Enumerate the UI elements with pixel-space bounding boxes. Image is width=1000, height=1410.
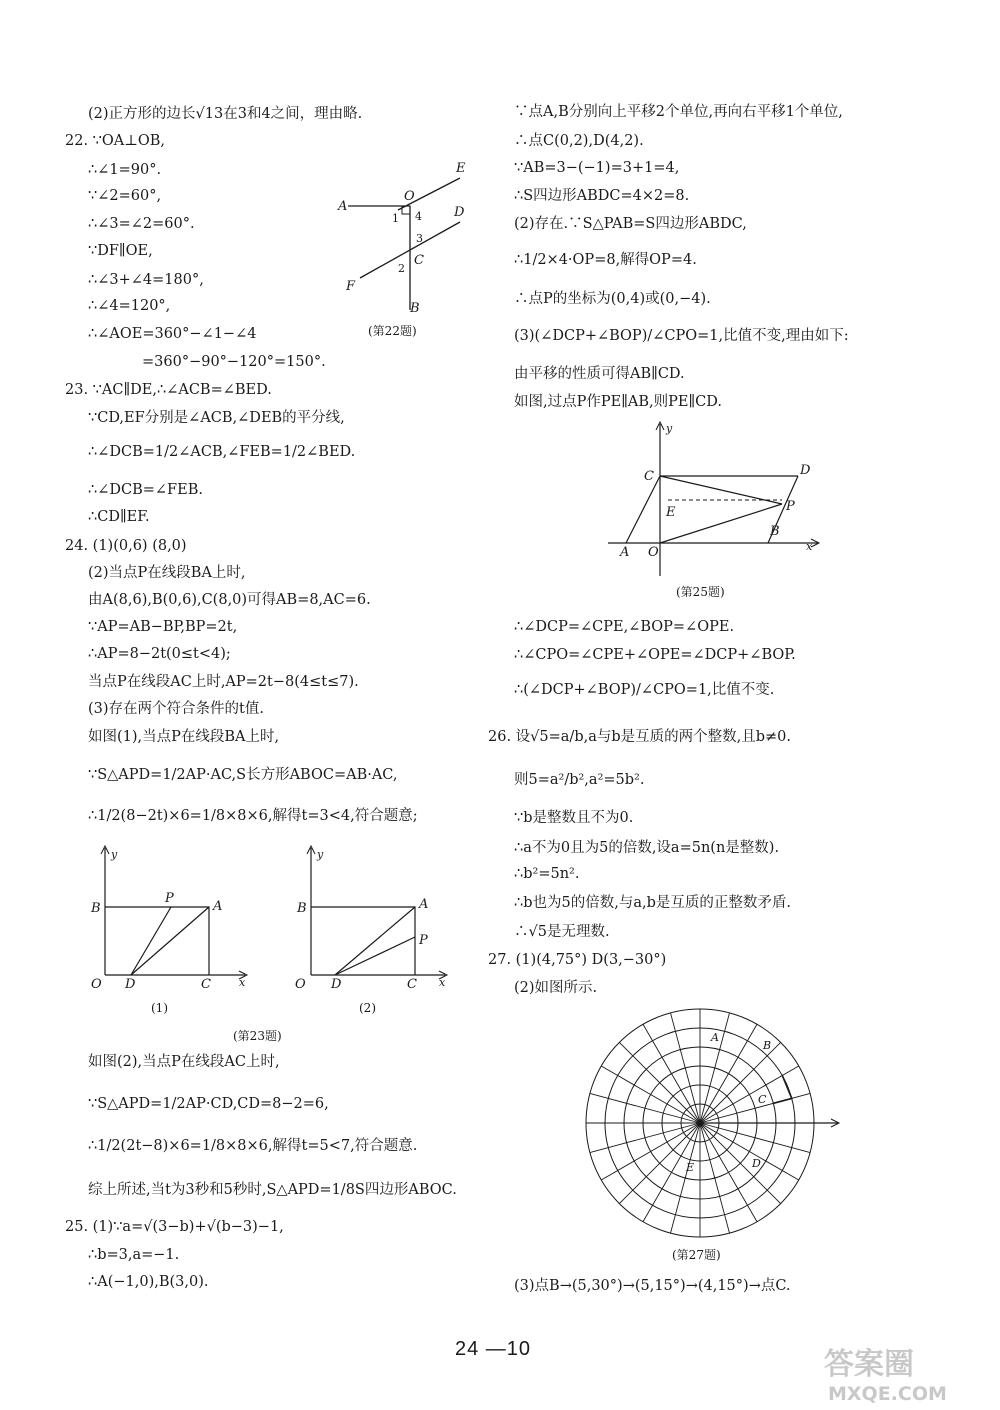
text-line: ∵AP=AB−BP,BP=2t, <box>88 619 238 635</box>
label-A: A <box>620 545 630 560</box>
text-line: ∴b=3,a=−1. <box>88 1247 180 1263</box>
text-line: 则5=a²/b²,a²=5b². <box>514 772 645 788</box>
text-line: 23. ∵AC∥DE,∴∠ACB=∠BED. <box>65 382 272 398</box>
label-O: O <box>404 189 415 204</box>
svg-text:MXQE.COM: MXQE.COM <box>828 1383 947 1404</box>
text-line: (3)存在两个符合条件的t值. <box>88 701 264 717</box>
label-x: x <box>239 976 246 989</box>
label-A: A <box>213 899 223 914</box>
polar-spoke <box>700 1042 781 1123</box>
text-line: ∴∠DCB=1/2∠ACB,∠FEB=1/2∠BED. <box>88 444 356 460</box>
text-line: ∵DF∥OE, <box>88 243 153 259</box>
text-line: ∴∠3=∠2=60°. <box>88 216 195 232</box>
label-O: O <box>91 977 102 992</box>
text-line: ∵AB=3−(−1)=3+1=4, <box>514 160 680 176</box>
figure-23 <box>85 840 455 1055</box>
label-D: D <box>752 1157 761 1170</box>
polar-spoke <box>700 1066 799 1123</box>
figure-caption: (第25题) <box>676 585 725 599</box>
polar-spoke <box>643 1024 700 1123</box>
watermark-logo <box>820 1340 990 1404</box>
text-line: 25. (1)∵a=√(3−b)+√(b−3)−1, <box>65 1219 284 1235</box>
label-B: B <box>770 524 780 539</box>
text-line: ∴1/2(2t−8)×6=1/8×8×6,解得t=5<7,符合题意. <box>88 1138 418 1154</box>
label-B: B <box>763 1039 772 1052</box>
label-2: 2 <box>398 262 405 275</box>
label-4: 4 <box>415 210 422 223</box>
text-line: (2)存在.∵S△PAB=S四边形ABDC, <box>514 216 747 232</box>
text-line: (3)点B→(5,30°)→(5,15°)→(4,15°)→点C. <box>514 1278 791 1294</box>
text-line: ∵S△APD=1/2AP·AC,S长方形ABOC=AB·AC, <box>88 767 398 783</box>
text-line: ∴∠3+∠4=180°, <box>88 272 204 288</box>
label-C: C <box>414 253 424 268</box>
label-B: B <box>410 301 420 316</box>
polar-spoke <box>700 1123 781 1204</box>
label-x: x <box>439 976 446 989</box>
polar-spoke <box>700 1024 757 1123</box>
figure-25 <box>598 418 828 608</box>
text-line: =360°−90°−120°=150°. <box>142 354 326 370</box>
text-line: 由平移的性质可得AB∥CD. <box>514 366 685 382</box>
text-line: ∴b也为5的倍数,与a,b是互质的正整数矛盾. <box>514 895 791 911</box>
label-A: A <box>711 1031 719 1044</box>
label-A: A <box>419 897 429 912</box>
text-line: ∵∠2=60°, <box>88 188 162 204</box>
label-x: x <box>806 540 813 553</box>
text-line: (2)如图所示. <box>514 980 598 996</box>
label-O: O <box>295 977 306 992</box>
text-line: ∴∠DCB=∠FEB. <box>88 482 203 498</box>
label-A: A <box>338 199 348 214</box>
label-D: D <box>454 205 465 220</box>
text-line: 如图,过点P作PE∥AB,则PE∥CD. <box>514 394 722 410</box>
text-line: 22. ∵OA⊥OB, <box>65 133 166 149</box>
label-B: B <box>297 901 307 916</box>
label-B: B <box>91 901 101 916</box>
label-P: P <box>419 933 428 948</box>
text-line: ∴∠1=90°. <box>88 162 162 178</box>
polar-spoke <box>700 1123 757 1222</box>
page-number: 24 —10 <box>455 1338 532 1360</box>
figure-subcaption: (1) <box>151 1001 168 1015</box>
label-C: C <box>201 977 211 992</box>
figure-subcaption: (2) <box>359 1001 376 1015</box>
polar-spoke <box>619 1042 700 1123</box>
label-D: D <box>331 977 342 992</box>
text-line: ∴∠AOE=360°−∠1−∠4 <box>88 326 257 342</box>
polar-spoke <box>700 1123 799 1180</box>
text-line: ∴AP=8−2t(0≤t<4); <box>88 646 231 662</box>
figure-27 <box>580 1005 850 1270</box>
text-line: 26. 设√5=a/b,a与b是互质的两个整数,且b≠0. <box>488 729 792 745</box>
text-line: 如图(2),当点P在线段AC上时, <box>88 1054 280 1070</box>
text-line: ∴∠4=120°, <box>88 298 171 314</box>
text-line: 如图(1),当点P在线段BA上时, <box>88 729 280 745</box>
label-C: C <box>644 469 654 484</box>
label-P: P <box>165 891 174 906</box>
text-line: ∴1/2×4·OP=8,解得OP=4. <box>514 252 697 268</box>
text-line: 24. (1)(0,6) (8,0) <box>65 538 187 554</box>
text-line: ∵点A,B分别向上平移2个单位,再向右平移1个单位, <box>514 104 843 120</box>
text-line: 当点P在线段AC上时,AP=2t−8(4≤t≤7). <box>88 674 359 690</box>
label-y: y <box>111 848 118 861</box>
text-line: ∵CD,EF分别是∠ACB,∠DEB的平分线, <box>88 410 345 426</box>
text-line: ∴CD∥EF. <box>88 509 150 525</box>
label-C: C <box>407 977 417 992</box>
text-line: 27. (1)(4,75°) D(3,−30°) <box>488 952 667 968</box>
text-line: ∴b²=5n². <box>514 866 580 882</box>
text-line: ∵S△APD=1/2AP·CD,CD=8−2=6, <box>88 1096 329 1112</box>
text-line: ∴点C(0,2),D(4,2). <box>514 133 644 149</box>
label-y: y <box>317 848 324 861</box>
text-line: ∴a不为0且为5的倍数,设a=5n(n是整数). <box>514 840 780 856</box>
label-E: E <box>686 1161 695 1174</box>
figure-caption: (第23题) <box>233 1029 282 1043</box>
text-line: ∴点P的坐标为(0,4)或(0,−4). <box>514 291 711 307</box>
label-E: E <box>456 161 466 176</box>
text-line: (3)(∠DCP+∠BOP)/∠CPO=1,比值不变,理由如下: <box>514 328 849 344</box>
text-line: ∴√5是无理数. <box>514 924 610 940</box>
text-line: 综上所述,当t为3秒和5秒时,S△APD=1/8S四边形ABOC. <box>88 1182 457 1198</box>
label-F: F <box>346 279 356 294</box>
text-line: (2)正方形的边长√13在3和4之间，理由略. <box>88 106 363 122</box>
figure-22 <box>330 150 480 350</box>
label-O: O <box>648 545 659 560</box>
text-line: ∴1/2(8−2t)×6=1/8×8×6,解得t=3<4,符合题意; <box>88 808 418 824</box>
text-line: ∴A(−1,0),B(3,0). <box>88 1274 209 1290</box>
figure-caption: (第22题) <box>368 324 417 338</box>
label-3: 3 <box>416 232 423 245</box>
text-line: (2)当点P在线段BA上时, <box>88 565 246 581</box>
text-line: ∴S四边形ABDC=4×2=8. <box>514 188 690 204</box>
label-y: y <box>666 422 673 435</box>
label-D: D <box>800 463 811 478</box>
figure-caption: (第27题) <box>672 1248 721 1262</box>
text-line: ∴(∠DCP+∠BOP)/∠CPO=1,比值不变. <box>514 682 775 698</box>
label-E: E <box>666 505 676 520</box>
text-line: ∵b是整数且不为0. <box>514 810 634 826</box>
polar-spoke <box>601 1066 700 1123</box>
svg-text:答案圈: 答案圈 <box>824 1347 914 1382</box>
text-line: 由A(8,6),B(0,6),C(8,0)可得AB=8,AC=6. <box>88 592 371 608</box>
label-C: C <box>758 1093 767 1106</box>
text-line: ∴∠CPO=∠CPE+∠OPE=∠DCP+∠BOP. <box>514 647 796 663</box>
label-1: 1 <box>392 212 399 225</box>
label-D: D <box>125 977 136 992</box>
label-P: P <box>786 499 795 514</box>
text-line: ∴∠DCP=∠CPE,∠BOP=∠OPE. <box>514 619 735 635</box>
